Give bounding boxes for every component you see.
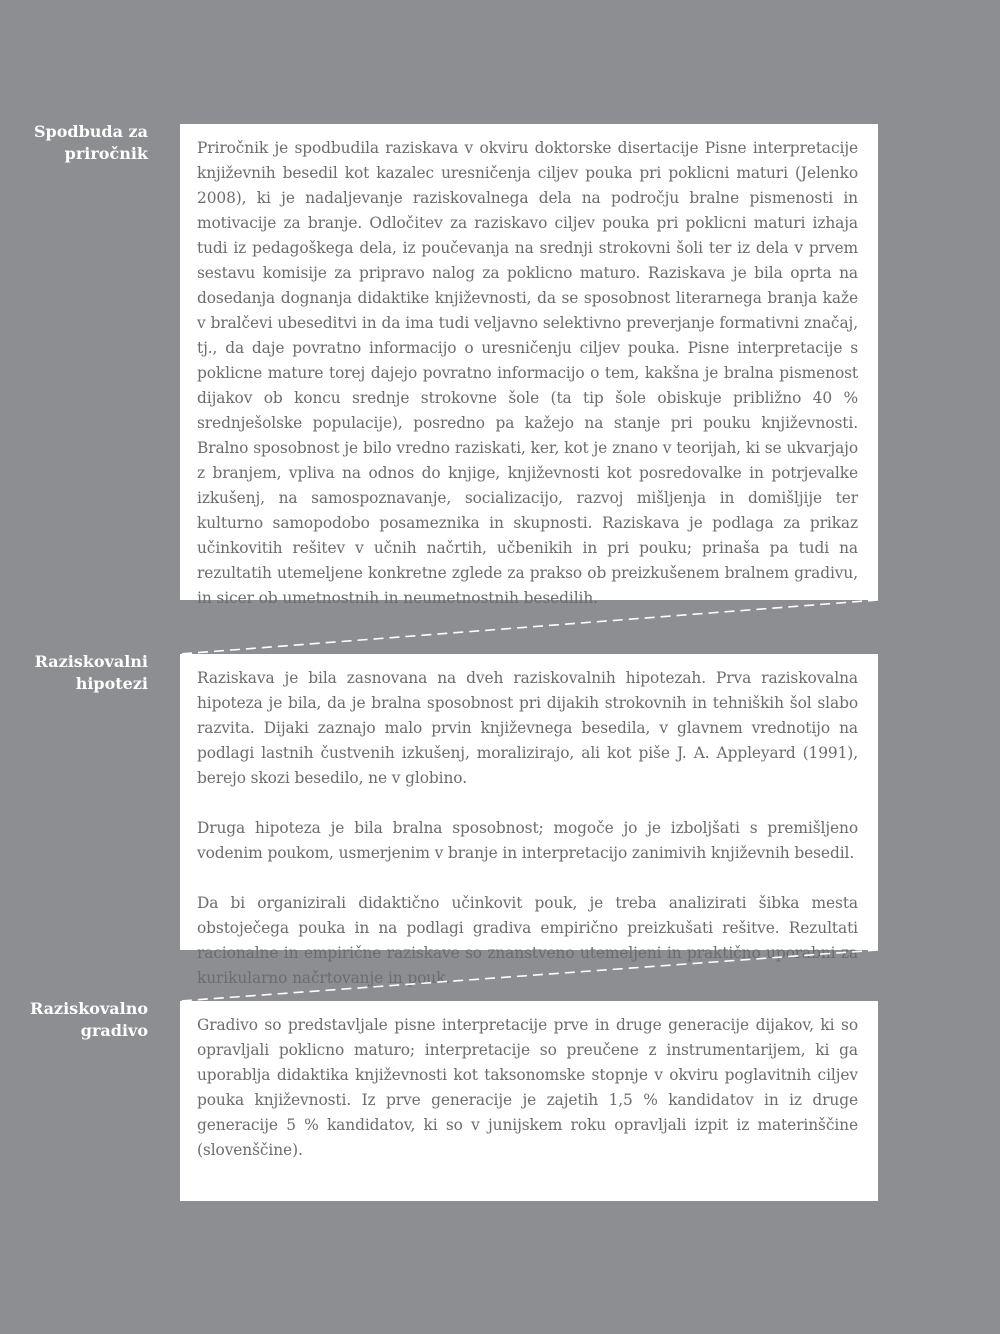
dashed-connector-1	[180, 600, 878, 654]
section-paragraph: Druga hipoteza je bila bralna sposobnost; mogoče jo je izboljšati s premišljeno vodenim poukom, usmerjenim v branje in interpretacijo zanimivih književnih besedil.	[197, 819, 858, 862]
section-label-line: Spodbuda za	[34, 122, 148, 141]
section-label-line: gradivo	[80, 1021, 148, 1040]
section-label-line: priročnik	[64, 144, 148, 163]
section-paragraph: Da bi organizirali didaktično učinkovit pouk, je treba analizirati šibka mesta obstoječega pouka in na podlagi gradiva empirično preizkušati rešitve. Rezultati racionalne in empirične raziskave so znanstveno utemeljeni in praktično uporabni za kurikularno načrtovanje in pouk.	[197, 894, 858, 987]
dashed-connector-2	[180, 950, 878, 1001]
section-paragraph: Gradivo so predstavljale pisne interpretacije prve in druge generacije dijakov, ki so opravljali poklicno maturo; interpretacije so preučene z instrumentarijem, ki ga uporablja didaktika književnosti kot taksonomske stopnje v okviru poglavitnih ciljev pouka književnosti. Iz prve generacije je zajetih 1,5 % kandidatov in iz druge generacije 5 % kandidatov, ki so v junijskem roku opravljali izpit iz materinščine (slovenščine).	[197, 1016, 858, 1159]
section-paragraph: Priročnik je spodbudila raziskava v okviru doktorske disertacije Pisne interpretacije književnih besedil kot kazalec uresničenja ciljev pouka pri poklicni maturi (Jelenko 2008), ki je nadaljevanje raziskovalnega dela na področju bralne pismenosti in motivacije za branje. Odločitev za raziskavo ciljev pouka pri poklicni maturi izhaja tudi iz pedagoškega dela, iz poučevanja na srednji strokovni šoli ter iz dela v prvem sestavu komisije za pripravo nalog za poklicno maturo. Raziskava je bila oprta na dosedanja dognanja didaktike književnosti, da se sposobnost literarnega branja kaže v bralčevi ubeseditvi in da ima tudi veljavno selektivno preverjanje formativni značaj, tj., da daje povratno informacijo o uresničenju ciljev pouka. Pisne interpretacije s poklicne mature torej dajejo povratno informacijo o tem, kakšna je bralna pismenost dijakov ob koncu srednje strokovne šole (ta tip šole obiskuje približno 40 % srednješolske populacije), posredno pa kažejo na stanje pri pouku književnosti. Bralno sposobnost je bilo vredno raziskati, ker, kot je znano v teorijah, ki se ukvarjajo z branjem, vpliva na odnos do knjige, književnosti kot posredovalke in potrjevalke izkušenj, na samospoznavanje, socializacijo, razvoj mišljenja in domišljije ter kulturno samopodobo posameznika in skupnosti. Raziskava je podlaga za prikaz učinkovitih rešitev v učnih načrtih, učbenikih in pri pouku; prinaša pa tudi na rezultatih utemeljene konkretne zglede za prakso ob preizkušenem bralnem gradivu, in sicer ob umetnostnih in neumetnostnih besedilih.	[197, 139, 858, 607]
section-label-line: hipotezi	[75, 674, 148, 693]
section-paragraph: Raziskava je bila zasnovana na dveh raziskovalnih hipotezah. Prva raziskovalna hipoteza je bila, da je bralna sposobnost pri dijakih strokovnih in tehniških šol slabo razvita. Dijaki zaznajo malo prvin književnega besedila, v glavnem vrednotijo na podlagi lastnih čustvenih izkušenj, moralizirajo, ali kot piše J. A. Appleyard (1991), berejo skozi besedilo, ne v globino.	[197, 669, 858, 787]
section-label-line: Raziskovalno	[29, 999, 148, 1018]
section-label-line: Raziskovalni	[34, 652, 148, 671]
